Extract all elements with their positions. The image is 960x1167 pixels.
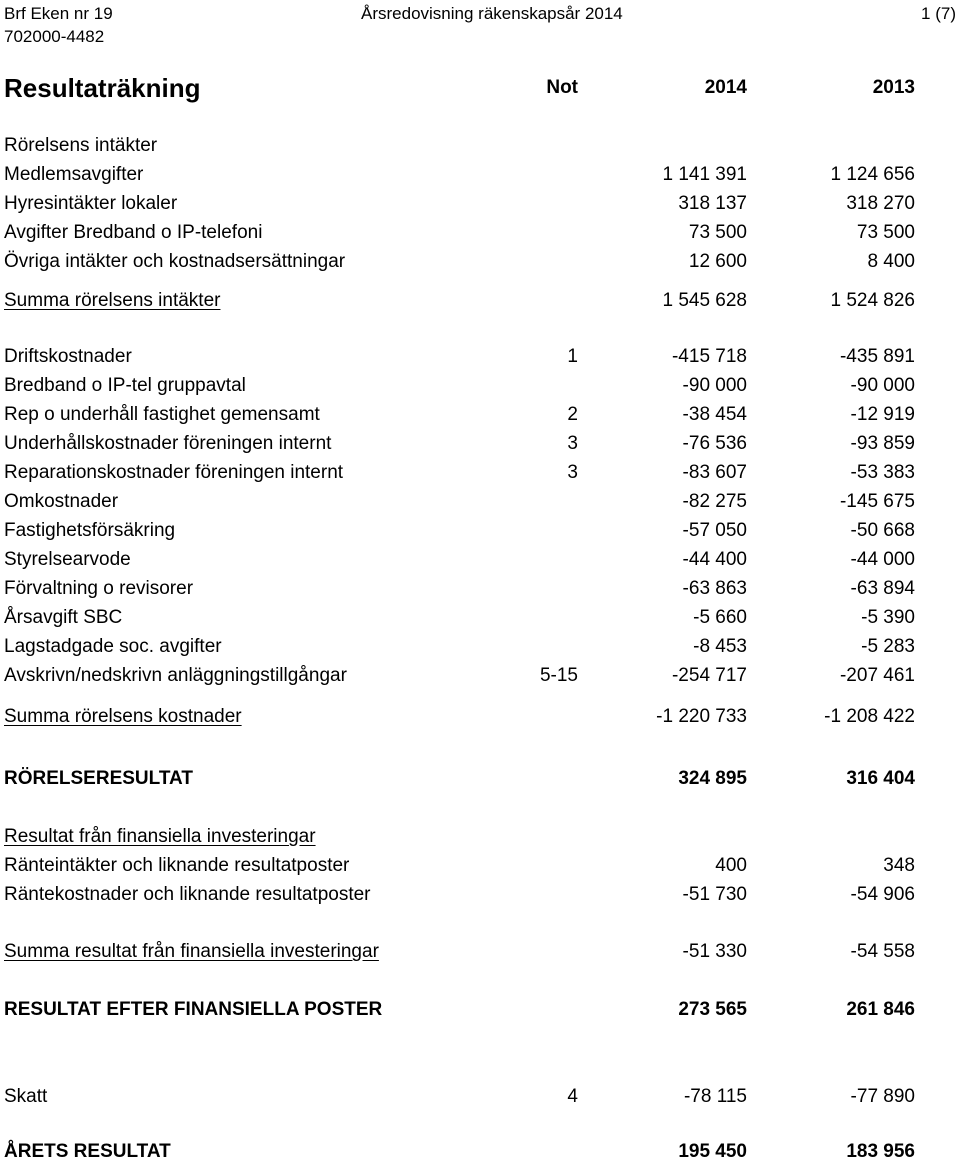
row-label: Hyresintäkter lokaler	[4, 193, 178, 214]
row-label: Rörelsens intäkter	[4, 135, 158, 156]
row-value-2014: -78 115	[683, 1086, 747, 1107]
row-value-2013: 183 956	[846, 1141, 915, 1162]
total-row-result-after-financial	[0, 995, 960, 1025]
row-value-2013: -50 668	[850, 520, 915, 541]
table-row	[0, 160, 960, 190]
row-value-2013: -5 283	[861, 636, 915, 657]
row-note: 4	[567, 1086, 578, 1107]
row-value-2014: -63 863	[682, 578, 747, 599]
row-value-2014: -1 220 733	[656, 706, 747, 727]
row-label: Resultat från finansiella investeringar	[4, 826, 316, 847]
table-row	[0, 342, 960, 372]
row-label: Summa rörelsens kostnader	[4, 706, 242, 727]
row-label: Förvaltning o revisorer	[4, 578, 194, 599]
total-row-operating-result	[0, 764, 960, 794]
row-note: 5-15	[539, 665, 578, 686]
row-label: Skatt	[4, 1086, 48, 1107]
table-row	[0, 487, 960, 517]
row-label: Räntekostnader och liknande resultatposter	[4, 884, 371, 905]
row-value-2013: 316 404	[846, 768, 915, 789]
table-row	[0, 516, 960, 546]
row-value-2014: -5 660	[693, 607, 747, 628]
column-header-2013: 2013	[872, 77, 915, 98]
row-value-2013: 1 524 826	[830, 290, 915, 311]
row-value-2013: -77 890	[850, 1086, 915, 1107]
table-row	[0, 661, 960, 691]
row-value-2014: -38 454	[682, 404, 747, 425]
row-value-2013: -90 000	[850, 375, 915, 396]
row-value-2013: 8 400	[867, 251, 915, 272]
row-value-2014: 195 450	[678, 1141, 747, 1162]
row-label: Summa rörelsens intäkter	[4, 290, 221, 311]
row-label: Medlemsavgifter	[4, 164, 144, 185]
row-value-2013: -145 675	[839, 491, 915, 512]
row-value-2014: 12 600	[688, 251, 747, 272]
row-note: 3	[567, 462, 578, 483]
row-label: Fastighetsförsäkring	[4, 520, 176, 541]
row-value-2013: 348	[883, 855, 915, 876]
row-value-2014: -57 050	[682, 520, 747, 541]
table-row	[0, 247, 960, 277]
org-name: Brf Eken nr 19	[4, 4, 113, 23]
row-label: Årsavgift SBC	[4, 607, 123, 628]
page-title: Resultaträkning	[4, 73, 201, 103]
row-value-2013: -12 919	[850, 404, 915, 425]
row-value-2014: 324 895	[678, 768, 747, 789]
row-value-2013: -54 558	[850, 941, 915, 962]
table-row	[0, 429, 960, 459]
row-label: Rep o underhåll fastighet gemensamt	[4, 404, 320, 425]
table-row	[0, 851, 960, 881]
row-value-2013: -54 906	[850, 884, 915, 905]
row-value-2013: -1 208 422	[824, 706, 915, 727]
row-value-2014: 400	[715, 855, 747, 876]
table-row	[0, 189, 960, 219]
org-number: 702000-4482	[4, 27, 105, 46]
table-row	[0, 603, 960, 633]
row-label: Avskrivn/nedskrivn anläggningstillgångar	[4, 665, 347, 686]
table-row	[0, 574, 960, 604]
row-value-2014: -8 453	[693, 636, 747, 657]
section-heading-operating-income	[0, 131, 960, 161]
row-value-2013: -44 000	[850, 549, 915, 570]
table-row	[0, 880, 960, 910]
row-label: Ränteintäkter och liknande resultatposter	[4, 855, 350, 876]
column-header-row	[0, 71, 960, 105]
row-label: RÖRELSERESULTAT	[4, 768, 193, 789]
table-row	[0, 218, 960, 248]
row-label: Reparationskostnader föreningen internt	[4, 462, 344, 483]
row-value-2014: 1 141 391	[662, 164, 747, 185]
row-value-2013: -53 383	[850, 462, 915, 483]
table-row	[0, 371, 960, 401]
row-note: 1	[567, 346, 578, 367]
row-value-2013: -63 894	[850, 578, 915, 599]
row-note: 3	[567, 433, 578, 454]
row-label: RESULTAT EFTER FINANSIELLA POSTER	[4, 999, 383, 1020]
row-label: Styrelsearvode	[4, 549, 131, 570]
row-value-2014: -76 536	[682, 433, 747, 454]
row-label: Summa resultat från finansiella investeringar	[4, 941, 379, 962]
table-row-tax	[0, 1082, 960, 1112]
row-value-2014: 1 545 628	[662, 290, 747, 311]
row-value-2013: -207 461	[839, 665, 915, 686]
row-value-2014: -415 718	[671, 346, 747, 367]
row-value-2013: 73 500	[856, 222, 915, 243]
total-row-year-result	[0, 1137, 960, 1166]
row-value-2013: 318 270	[846, 193, 915, 214]
row-label: Omkostnader	[4, 491, 119, 512]
row-value-2014: -51 330	[682, 941, 747, 962]
row-value-2013: -93 859	[850, 433, 915, 454]
subtotal-row-operating-income	[0, 286, 960, 316]
row-value-2014: -82 275	[682, 491, 747, 512]
row-value-2014: -254 717	[671, 665, 747, 686]
row-label: Underhållskostnader föreningen internt	[4, 433, 332, 454]
row-label: Driftskostnader	[4, 346, 132, 367]
column-header-not: Not	[546, 77, 578, 98]
table-row	[0, 458, 960, 488]
subtotal-row-financial	[0, 937, 960, 967]
row-value-2013: -5 390	[861, 607, 915, 628]
row-value-2013: 1 124 656	[830, 164, 915, 185]
row-value-2014: -51 730	[682, 884, 747, 905]
row-value-2013: 261 846	[846, 999, 915, 1020]
row-label: Lagstadgade soc. avgifter	[4, 636, 222, 657]
row-label: Bredband o IP-tel gruppavtal	[4, 375, 246, 396]
row-value-2014: 73 500	[688, 222, 747, 243]
table-row	[0, 400, 960, 430]
row-value-2014: 273 565	[678, 999, 747, 1020]
row-value-2013: -435 891	[839, 346, 915, 367]
row-label: Avgifter Bredband o IP-telefoni	[4, 222, 263, 243]
row-value-2014: 318 137	[678, 193, 747, 214]
row-label: ÅRETS RESULTAT	[4, 1141, 171, 1162]
document-title: Årsredovisning räkenskapsår 2014	[361, 4, 623, 23]
table-row	[0, 632, 960, 662]
column-header-2014: 2014	[704, 77, 747, 98]
row-value-2014: -83 607	[682, 462, 747, 483]
page-number: 1 (7)	[921, 4, 956, 23]
subtotal-row-operating-costs	[0, 702, 960, 732]
section-heading-financial	[0, 822, 960, 852]
table-row	[0, 545, 960, 575]
row-label: Övriga intäkter och kostnadsersättningar	[4, 251, 346, 272]
row-note: 2	[567, 404, 578, 425]
row-value-2014: -90 000	[682, 375, 747, 396]
row-value-2014: -44 400	[682, 549, 747, 570]
